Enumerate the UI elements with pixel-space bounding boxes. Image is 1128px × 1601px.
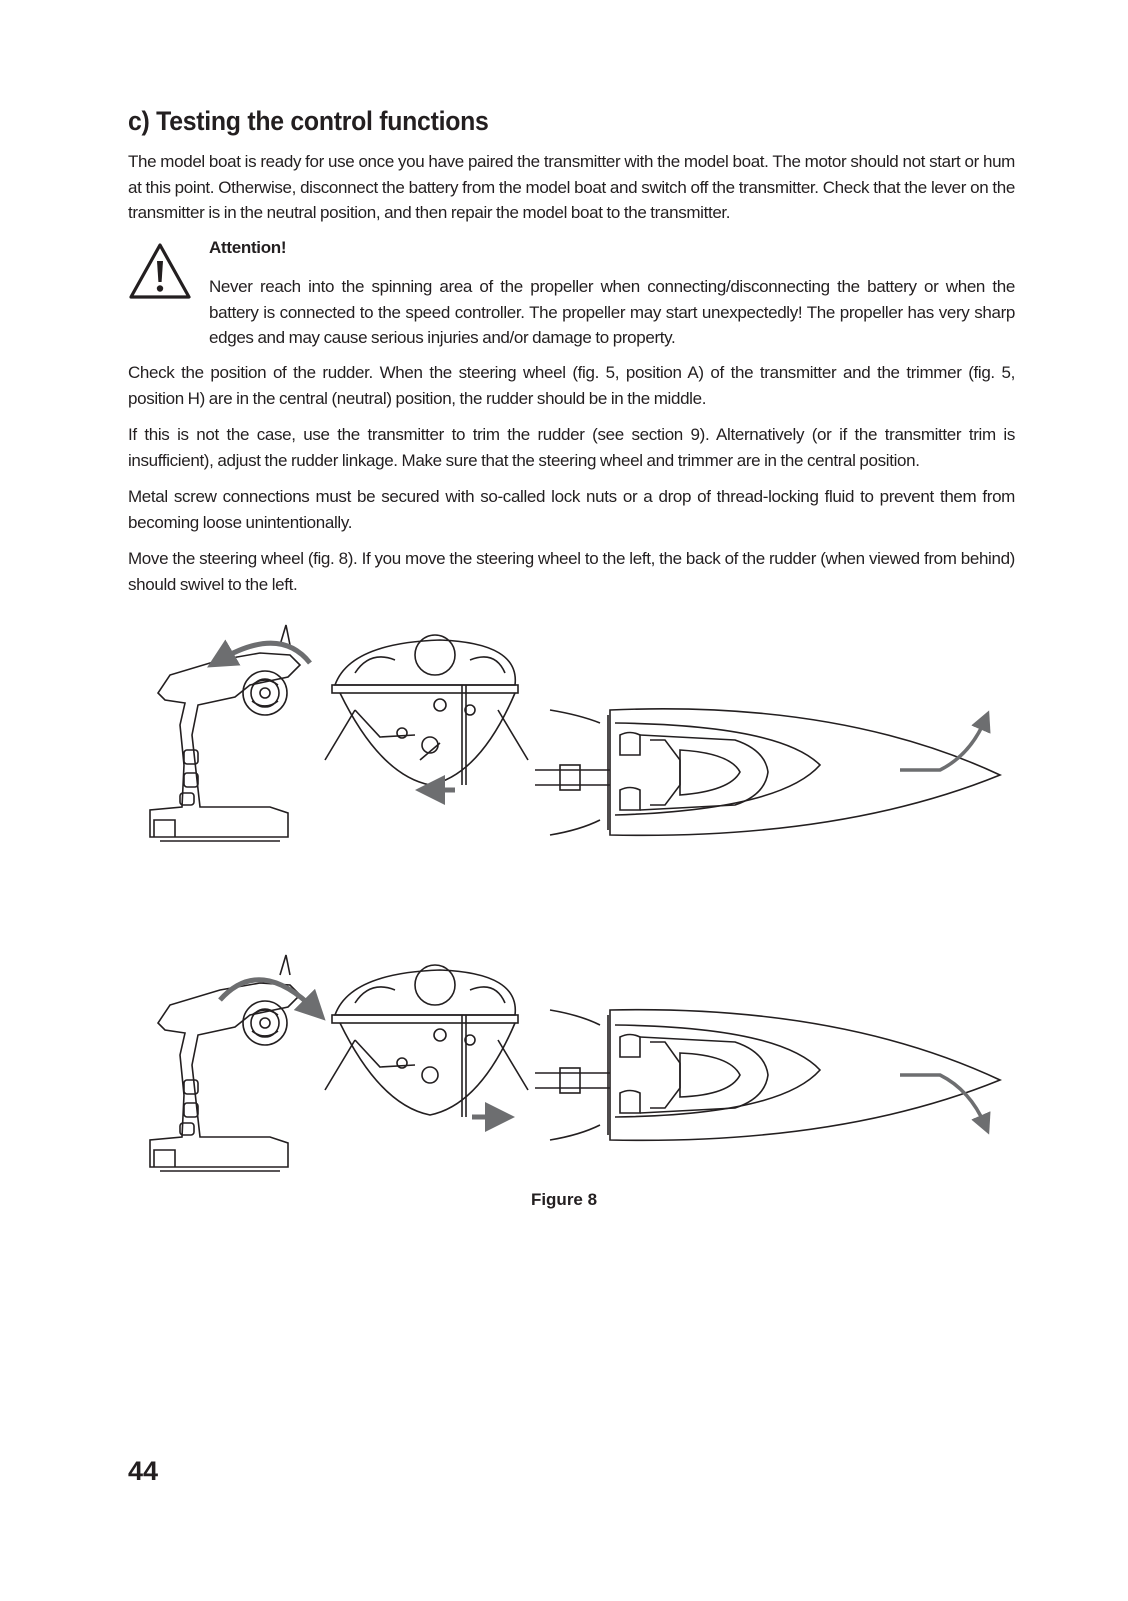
boat-top-view: [535, 709, 1000, 836]
figure-8-steer-right: [140, 945, 1010, 1185]
intro-paragraph: The model boat is ready for use once you have paired the transmitter with the model boat. The motor should not start or hum at this point. Otherwise, disconnect the battery from the model boat and switch off the transmitter. Check that the lever on the transmitter is in the neutral position, and then repair the model boat to the transmitter.: [128, 152, 1015, 222]
attention-title: Attention!: [209, 238, 287, 257]
attention-text: Never reach into the spinning area of the propeller when connecting/disconnecting the battery or when the battery is connected to the speed controller. The propeller may start unexpectedly! The propeller has very sharp edges and may cause serious injuries and/or damage to property.: [209, 277, 1015, 347]
rudder-position-paragraph: Check the position of the rudder. When the steering wheel (fig. 5, position A) of the transmitter and the trimmer (fig. 5, position H) are in the central (neutral) position, the rudder should be in the middle.: [128, 363, 1015, 408]
trim-paragraph: If this is not the case, use the transmitter to trim the rudder (see section 9). Alternatively (or if the transmitter trim is insufficient), adjust the rudder linkage. Make sure that the steering wheel and trimmer are in the central position.: [128, 425, 1015, 470]
section-heading: c) Testing the control functions: [128, 106, 489, 136]
boat-rear-view: [325, 635, 528, 785]
figure-caption: Figure 8: [530, 1190, 598, 1209]
metal-screws-paragraph: Metal screw connections must be secured with so-called lock nuts or a drop of thread-locking fluid to prevent them from becoming loose unintentionally.: [128, 487, 1015, 532]
page-number: 44: [128, 1456, 159, 1486]
boat-rear-view: [325, 965, 528, 1117]
warning-triangle-icon: [128, 242, 192, 300]
transmitter-illustration: [150, 955, 300, 1171]
figure-8-steer-left: [140, 615, 1010, 850]
attention-block: [128, 236, 1015, 352]
move-wheel-paragraph: Move the steering wheel (fig. 8). If you move the steering wheel to the left, the back of the rudder (when viewed from behind) should swivel to the left.: [128, 549, 1015, 594]
